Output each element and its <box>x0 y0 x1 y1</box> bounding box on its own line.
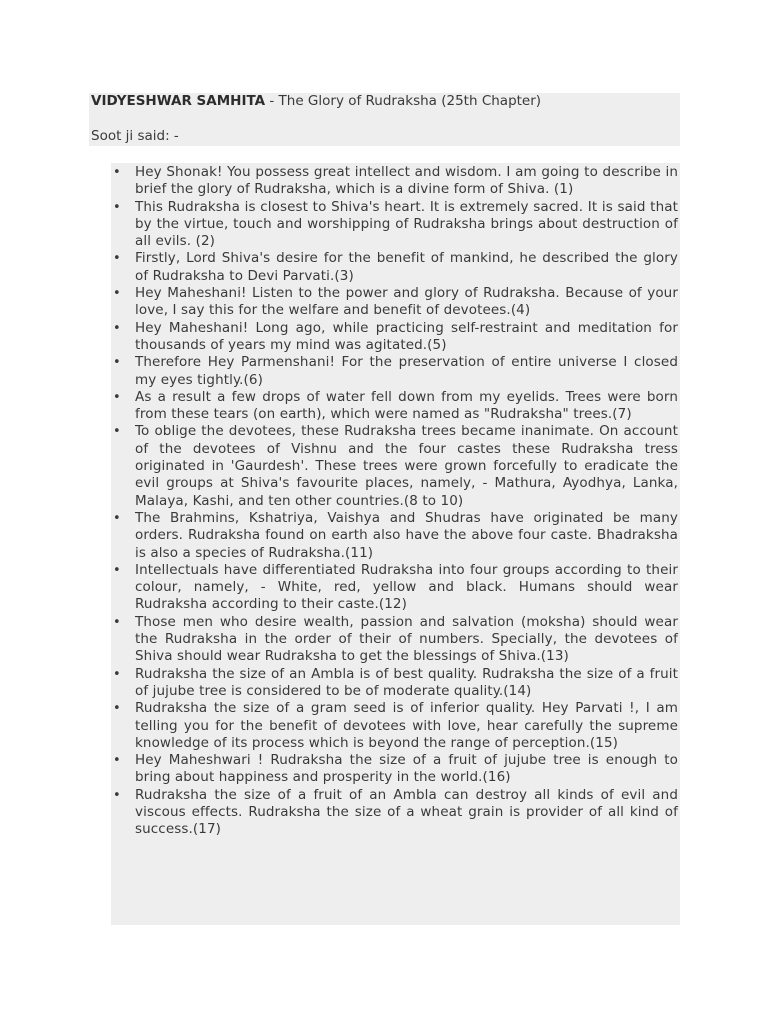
verse-item <box>111 320 680 355</box>
verse-text: Rudraksha the size of a gram seed is of inferior quality. Hey Parvati !, I am telling you for the benefit of devotees with love, hear carefully the supreme knowledge of its process which is beyond the range of perception.(15) <box>135 700 678 751</box>
verse-item <box>111 354 680 389</box>
verse-item <box>111 250 680 285</box>
verse-text: The Brahmins, Kshatriya, Vaishya and Shudras have originated be many orders. Rudraksha found on earth also have the above four caste. Bhadraksha is also a species of Rudraksha.(11) <box>135 509 678 561</box>
verse-text: Hey Maheshani! Listen to the power and glory of Rudraksha. Because of your love, I say this for the welfare and benefit of devotees.(4) <box>135 285 678 319</box>
bullet-icon: • <box>113 355 121 371</box>
verse-item <box>111 787 680 839</box>
verse-item <box>111 666 680 701</box>
verse-item <box>111 752 680 787</box>
chapter-title-bold: VIDYESHWAR SAMHITA <box>91 93 266 109</box>
verse-text: This Rudraksha is closest to Shiva's heart. It is extremely sacred. It is said that by the virtue, touch and worshipping of Rudraksha brings about destruction of all evils. (2) <box>135 198 678 250</box>
verse-item <box>111 423 680 509</box>
verse-text: Hey Maheshwari ! Rudraksha the size of a fruit of jujube tree is enough to bring about happiness and prosperity in the world.(16) <box>135 752 678 786</box>
bullet-icon: • <box>113 286 121 302</box>
verse-item <box>111 199 680 251</box>
bullet-icon: • <box>113 666 121 682</box>
verse-item <box>111 285 680 320</box>
bullet-icon: • <box>113 251 121 267</box>
verses-section <box>111 163 680 925</box>
verse-text: Therefore Hey Parmenshani! For the preservation of entire universe I closed my eyes tightly.(6) <box>135 354 678 388</box>
bullet-icon: • <box>113 510 121 526</box>
chapter-title <box>91 93 541 110</box>
verse-text: Intellectuals have differentiated Rudraksha into four groups according to their colour, namely, - White, red, yellow and black. Humans should wear Rudraksha according to their caste.(12) <box>135 561 678 613</box>
bullet-icon: • <box>113 389 121 405</box>
verse-text: Hey Shonak! You possess great intellect and wisdom. I am going to describe in brief the glory of Rudraksha, which is a divine form of Shiva. (1) <box>135 164 678 198</box>
chapter-title-rest: - The Glory of Rudraksha (25th Chapter) <box>265 93 542 109</box>
verse-text: Hey Maheshani! Long ago, while practicing self-restraint and meditation for thousands of years my mind was agitated.(5) <box>135 319 678 353</box>
verse-text: As a result a few drops of water fell down from my eyelids. Trees were born from these tears (on earth), which were named as "Rudraksha" trees.(7) <box>135 388 678 423</box>
verse-text: To oblige the devotees, these Rudraksha trees became inanimate. On account of the devotees of Vishnu and the four castes these Rudraksha tress originated in 'Gaurdesh'. These trees were grown forcefully to eradicate the evil groups at Shiva's favourite places, namely, - Mathura, Ayodhya, Lanka, Malaya, Kashi, and ten other countries.(8 to 10) <box>135 423 678 509</box>
verse-item <box>111 562 680 614</box>
verse-item <box>111 389 680 424</box>
verse-item <box>111 164 680 199</box>
bullet-icon: • <box>113 424 121 440</box>
verse-item <box>111 700 680 752</box>
verses-list <box>111 164 680 839</box>
bullet-icon: • <box>113 199 121 215</box>
bullet-icon: • <box>113 753 121 769</box>
verse-text: Firstly, Lord Shiva's desire for the benefit of mankind, he described the glory of Rudraksha to Devi Parvati.(3) <box>135 250 678 284</box>
verse-text: Rudraksha the size of an Ambla is of best quality. Rudraksha the size of a fruit of jujube tree is considered to be of moderate quality.(14) <box>135 665 678 699</box>
bullet-icon: • <box>113 562 121 578</box>
speaker-line: Soot ji said: - <box>91 128 179 144</box>
bullet-icon: • <box>113 787 121 803</box>
verse-text: Rudraksha the size of a fruit of an Ambla can destroy all kinds of evil and viscous effects. Rudraksha the size of a wheat grain is provider of all kind of success.(17) <box>135 786 678 838</box>
bullet-icon: • <box>113 701 121 717</box>
bullet-icon: • <box>113 614 121 630</box>
verse-item <box>111 614 680 666</box>
verse-item <box>111 510 680 562</box>
verse-text: Those men who desire wealth, passion and salvation (moksha) should wear the Rudraksha in the order of their of numbers. Specially, the devotees of Shiva should wear Rudraksha to get the blessings of Shiva.(13) <box>135 613 678 665</box>
bullet-icon: • <box>113 320 121 336</box>
chapter-header <box>89 93 680 146</box>
bullet-icon: • <box>113 165 121 180</box>
